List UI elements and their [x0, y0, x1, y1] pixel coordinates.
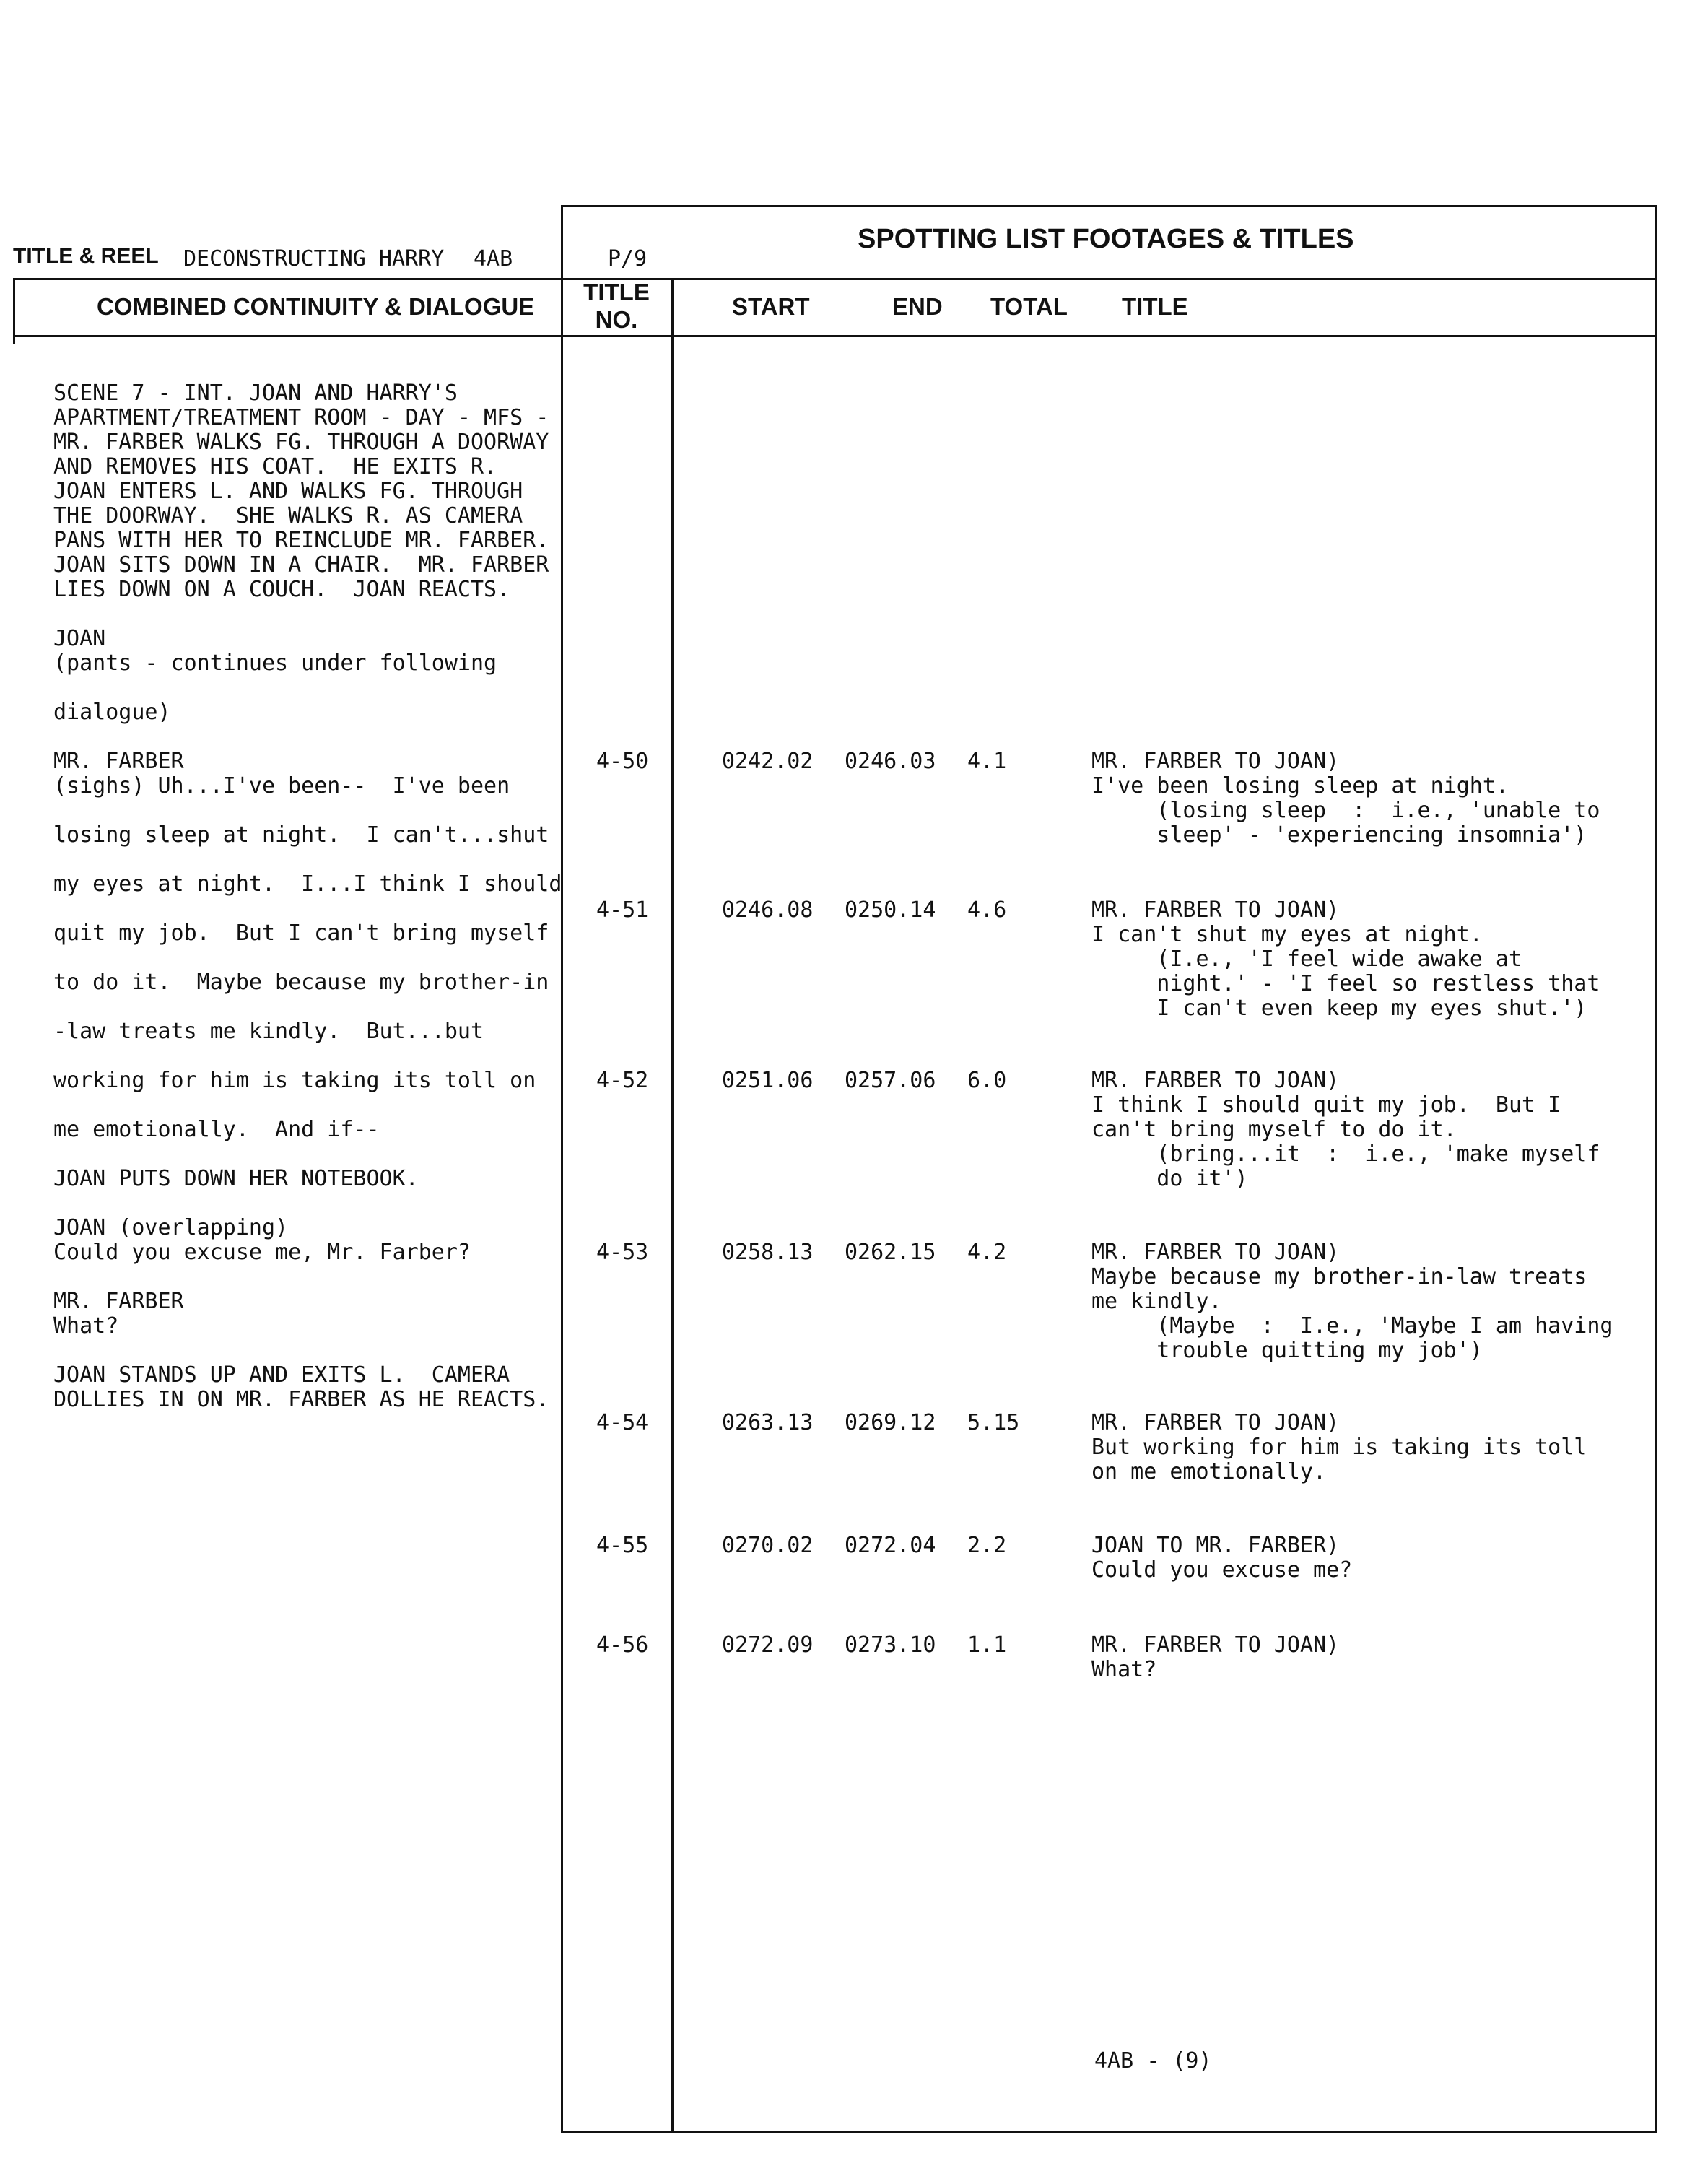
subtitle-text: MR. FARBER TO JOAN) But working for him is taking its toll on me emotionally.: [1091, 1410, 1587, 1484]
dialogue-line: my eyes at night. I...I think I should: [53, 871, 562, 897]
end-footage: 0257.06: [845, 1068, 936, 1093]
col-header-total: TOTAL: [990, 293, 1068, 320]
total-footage: 6.0: [967, 1068, 1007, 1093]
total-footage: 4.6: [967, 897, 1007, 923]
title-number: 4-54: [596, 1410, 649, 1435]
frame-top-right: [561, 205, 1657, 207]
title-number: 4-52: [596, 1068, 649, 1093]
subtitle-text: MR. FARBER TO JOAN) I think I should quit my job. But I can't bring myself to do it. (bring...it : i.e., 'make myself do it'): [1091, 1068, 1600, 1191]
start-footage: 0272.09: [722, 1632, 814, 1658]
dialogue-line: -law treats me kindly. But...but: [53, 1019, 484, 1044]
frame-divider-header-left: [561, 205, 563, 2133]
end-footage: 0262.15: [845, 1240, 936, 1265]
subtitle-text: MR. FARBER TO JOAN) I can't shut my eyes at night. (I.e., 'I feel wide awake at night.' - 'I feel so restless that I can't even keep my eyes shut.'): [1091, 897, 1600, 1021]
col-header-continuity: COMBINED CONTINUITY & DIALOGUE: [97, 293, 535, 320]
title-reel-label: TITLE & REEL: [13, 244, 159, 268]
joan-cue-1: JOAN (pants - continues under following: [53, 626, 497, 676]
end-footage: 0269.12: [845, 1410, 936, 1435]
dialogue-line: losing sleep at night. I can't...shut: [53, 822, 549, 848]
start-footage: 0258.13: [722, 1240, 814, 1265]
page-reference: 4AB - (9): [1094, 2048, 1212, 2074]
joan-cue-2: JOAN (overlapping) Could you excuse me, Mr. Farber?: [53, 1215, 471, 1265]
title-number: 4-56: [596, 1632, 649, 1658]
end-footage: 0246.03: [845, 749, 936, 774]
total-footage: 4.1: [967, 749, 1007, 774]
page-number: P/9: [608, 246, 648, 271]
frame-row-top: [13, 278, 1657, 280]
farber-cue-2: MR. FARBER What?: [53, 1289, 184, 1339]
joan-cue-1-cont: dialogue): [53, 700, 171, 725]
dialogue-line: working for him is taking its toll on: [53, 1068, 536, 1093]
total-footage: 2.2: [967, 1533, 1007, 1558]
start-footage: 0242.02: [722, 749, 814, 774]
title-reel-value: DECONSTRUCTING HARRY: [183, 246, 445, 271]
start-footage: 0263.13: [722, 1410, 814, 1435]
frame-bottom: [561, 2131, 1657, 2133]
subtitle-text: JOAN TO MR. FARBER) Could you excuse me?: [1091, 1533, 1353, 1583]
reel-code: 4AB: [474, 246, 513, 271]
title-number: 4-55: [596, 1533, 649, 1558]
end-footage: 0272.04: [845, 1533, 936, 1558]
start-footage: 0246.08: [722, 897, 814, 923]
subtitle-text: MR. FARBER TO JOAN) I've been losing sleep at night. (losing sleep : i.e., 'unable to sleep' - 'experiencing insomnia'): [1091, 749, 1600, 848]
title-number: 4-50: [596, 749, 649, 774]
dialogue-line: me emotionally. And if--: [53, 1117, 380, 1142]
col-header-title-no: TITLE NO.: [583, 279, 650, 333]
title-number: 4-51: [596, 897, 649, 923]
subtitle-text: MR. FARBER TO JOAN) What?: [1091, 1632, 1340, 1682]
col-header-start: START: [732, 293, 810, 320]
total-footage: 1.1: [967, 1632, 1007, 1658]
end-footage: 0273.10: [845, 1632, 936, 1658]
spotting-list-title: SPOTTING LIST FOOTAGES & TITLES: [858, 224, 1354, 254]
dialogue-line: to do it. Maybe because my brother-in: [53, 970, 549, 995]
title-number: 4-53: [596, 1240, 649, 1265]
action-line: JOAN PUTS DOWN HER NOTEBOOK.: [53, 1166, 419, 1191]
frame-right-edge: [1655, 205, 1657, 2133]
col-header-title: TITLE: [1122, 293, 1188, 320]
farber-cue-1: MR. FARBER (sighs) Uh...I've been-- I've been: [53, 749, 510, 799]
start-footage: 0270.02: [722, 1533, 814, 1558]
subtitle-text: MR. FARBER TO JOAN) Maybe because my brother-in-law treats me kindly. (Maybe : I.e., 'Maybe I am having trouble quitting my job'): [1091, 1240, 1613, 1363]
dialogue-line: quit my job. But I can't bring myself: [53, 921, 549, 946]
end-footage: 0250.14: [845, 897, 936, 923]
action-end: JOAN STANDS UP AND EXITS L. CAMERA DOLLIES IN ON MR. FARBER AS HE REACTS.: [53, 1362, 549, 1412]
total-footage: 5.15: [967, 1410, 1020, 1435]
start-footage: 0251.06: [722, 1068, 814, 1093]
frame-col-titleno-right: [671, 278, 674, 2133]
col-header-end: END: [892, 293, 943, 320]
scene-description: SCENE 7 - INT. JOAN AND HARRY'S APARTMENT/TREATMENT ROOM - DAY - MFS - MR. FARBER WALKS FG. THROUGH A DOORWAY AND REMOVES HIS COAT. HE EXITS R. JOAN ENTERS L. AND WALKS FG. THROUGH THE DOORWAY. SHE WALKS R. AS CAMERA PANS WITH HER TO REINCLUDE MR. FARBER. JOAN SITS DOWN IN A CHAIR. MR. FARBER LIES DOWN ON A COUCH. JOAN REACTS.: [53, 380, 549, 602]
total-footage: 4.2: [967, 1240, 1007, 1265]
frame-row-bottom: [13, 335, 1657, 337]
